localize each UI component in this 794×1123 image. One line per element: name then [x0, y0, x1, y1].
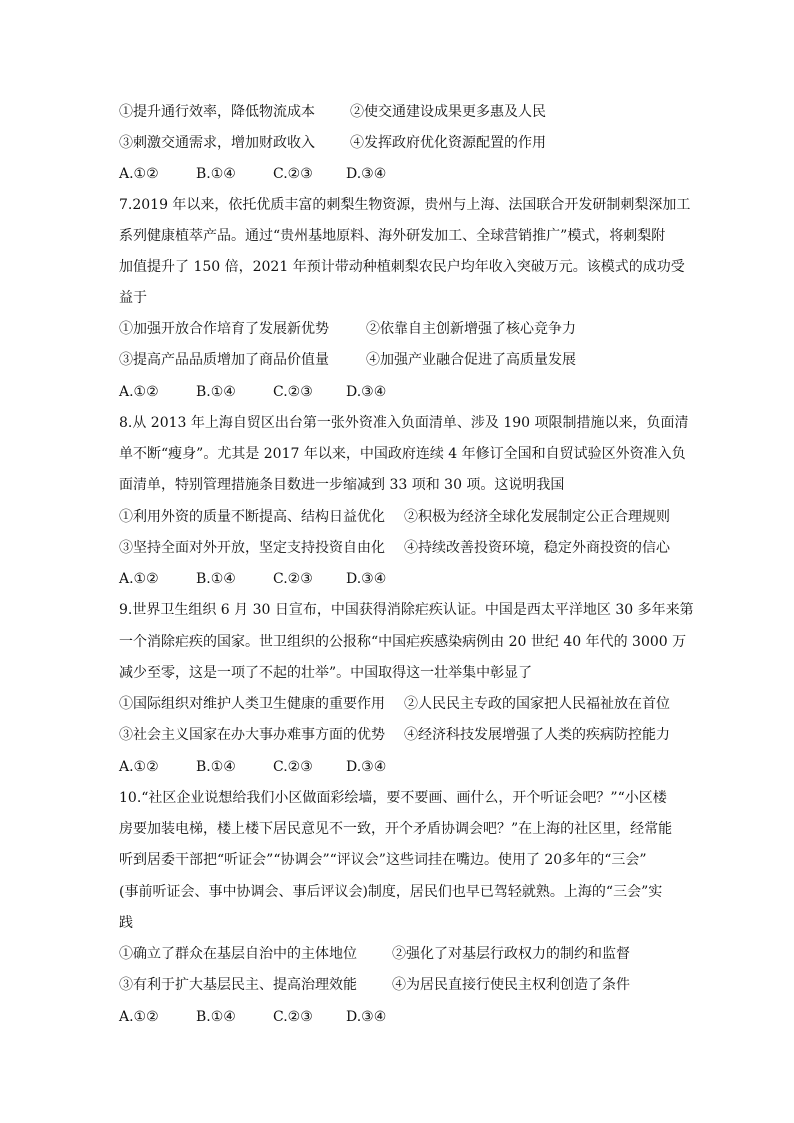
q10-stem-line: 听到居委干部把“听证会”“协调会”“评议会”这些词挂在嘴边。使用了 20多年的“三会” — [119, 852, 647, 868]
q7-stem-line: 益于 — [119, 290, 147, 306]
q9-answer-a: A.①② — [119, 759, 159, 775]
q9-option-3: ③社会主义国家在办大事办难事方面的优势 — [119, 727, 385, 743]
q9-answer-c: C.②③ — [273, 759, 313, 775]
q6-answer-b: B.①④ — [196, 166, 236, 182]
q7-stem-line: 系列健康植萃产品。通过“贵州基地原料、海外研发加工、全球营销推广”模式，将刺梨附 — [119, 228, 666, 244]
q8-stem-line: 单不断“瘦身”。尤其是 2017 年以来，中国政府连续 4 年修订全国和自贸试验区外资准入负 — [119, 446, 686, 462]
q6-answer-a: A.①② — [119, 166, 159, 182]
q7-option-4: ④加强产业融合促进了高质量发展 — [366, 352, 576, 368]
q6-option-4: ④发挥政府优化资源配置的作用 — [350, 135, 546, 151]
q10-answer-a: A.①② — [119, 1009, 159, 1025]
q8-option-2: ②积极为经济全球化发展制定公正合理规则 — [404, 509, 670, 525]
q7-answer-c: C.②③ — [273, 384, 313, 400]
q9-stem-line: 9.世界卫生组织 6 月 30 日宣布，中国获得消除疟疾认证。中国是西太平洋地区 30 多年来第 — [119, 602, 694, 618]
q10-answer-c: C.②③ — [273, 1009, 313, 1025]
q8-stem-line: 面清单，特别管理措施条目数进一步缩减到 33 项和 30 项。这说明我国 — [119, 477, 565, 493]
q7-answer-d: D.③④ — [346, 384, 387, 400]
q8-stem-line: 8.从 2013 年上海自贸区出台第一张外资准入负面清单、涉及 190 项限制措施以来，负面清 — [119, 415, 689, 431]
q10-stem-line: 房要加装电梯，楼上楼下居民意见不一致，开个矛盾协调会吧？”在上海的社区里，经常能 — [119, 821, 673, 837]
q7-option-3: ③提高产品品质增加了商品价值量 — [119, 352, 329, 368]
q10-stem-line: 10.“社区企业说想给我们小区做面彩绘墙，要不要画、画什么，开个听证会吧？”“小区楼 — [119, 790, 667, 806]
q9-stem-line: 减少至零，这是一项了不起的壮举”。中国取得这一壮举集中彰显了 — [119, 665, 533, 681]
q10-stem-line: (事前听证会、事中协调会、事后评议会)制度，居民们也早已驾轻就熟。上海的“三会”实 — [119, 884, 663, 900]
q6-option-1: ①提升通行效率，降低物流成本 — [119, 104, 315, 120]
q9-option-4: ④经济科技发展增强了人类的疾病防控能力 — [404, 727, 670, 743]
q8-option-4: ④持续改善投资环境，稳定外商投资的信心 — [404, 540, 670, 556]
q10-option-3: ③有利于扩大基层民主、提高治理效能 — [119, 977, 357, 993]
q7-stem-line: 加值提升了 150 倍，2021 年预计带动种植刺梨农民户均年收入突破万元。该模式的成功受 — [119, 259, 685, 275]
q6-option-3: ③刺激交通需求，增加财政收入 — [119, 135, 315, 151]
q10-answer-d: D.③④ — [346, 1009, 387, 1025]
q6-option-2: ②使交通建设成果更多惠及人民 — [350, 104, 546, 120]
q9-stem-line: 一个消除疟疾的国家。世卫组织的公报称“中国疟疾感染病例由 20 世纪 40 年代的 3000 万 — [119, 634, 687, 650]
q6-answer-d: D.③④ — [346, 166, 387, 182]
q8-option-3: ③坚持全面对外开放，坚定支持投资自由化 — [119, 540, 385, 556]
q10-option-2: ②强化了对基层行政权力的制约和监督 — [392, 946, 630, 962]
q7-answer-a: A.①② — [119, 384, 159, 400]
q9-option-1: ①国际组织对维护人类卫生健康的重要作用 — [119, 696, 385, 712]
q9-option-2: ②人民民主专政的国家把人民福祉放在首位 — [404, 696, 670, 712]
q7-option-2: ②依靠自主创新增强了核心竞争力 — [366, 321, 576, 337]
q8-option-1: ①利用外资的质量不断提高、结构日益优化 — [119, 509, 385, 525]
q7-option-1: ①加强开放合作培育了发展新优势 — [119, 321, 329, 337]
q8-answer-d: D.③④ — [346, 571, 387, 587]
q8-answer-c: C.②③ — [273, 571, 313, 587]
q8-answer-a: A.①② — [119, 571, 159, 587]
q10-answer-b: B.①④ — [196, 1009, 236, 1025]
q10-option-1: ①确立了群众在基层自治中的主体地位 — [119, 946, 357, 962]
q7-stem-line: 7.2019 年以来，依托优质丰富的刺梨生物资源，贵州与上海、法国联合开发研制刺梨深加工 — [119, 197, 691, 213]
q9-answer-b: B.①④ — [196, 759, 236, 775]
q7-answer-b: B.①④ — [196, 384, 236, 400]
q9-answer-d: D.③④ — [346, 759, 387, 775]
q8-answer-b: B.①④ — [196, 571, 236, 587]
q6-answer-c: C.②③ — [273, 166, 313, 182]
q10-option-4: ④为居民直接行使民主权利创造了条件 — [392, 977, 630, 993]
q10-stem-line: 践 — [119, 915, 133, 931]
